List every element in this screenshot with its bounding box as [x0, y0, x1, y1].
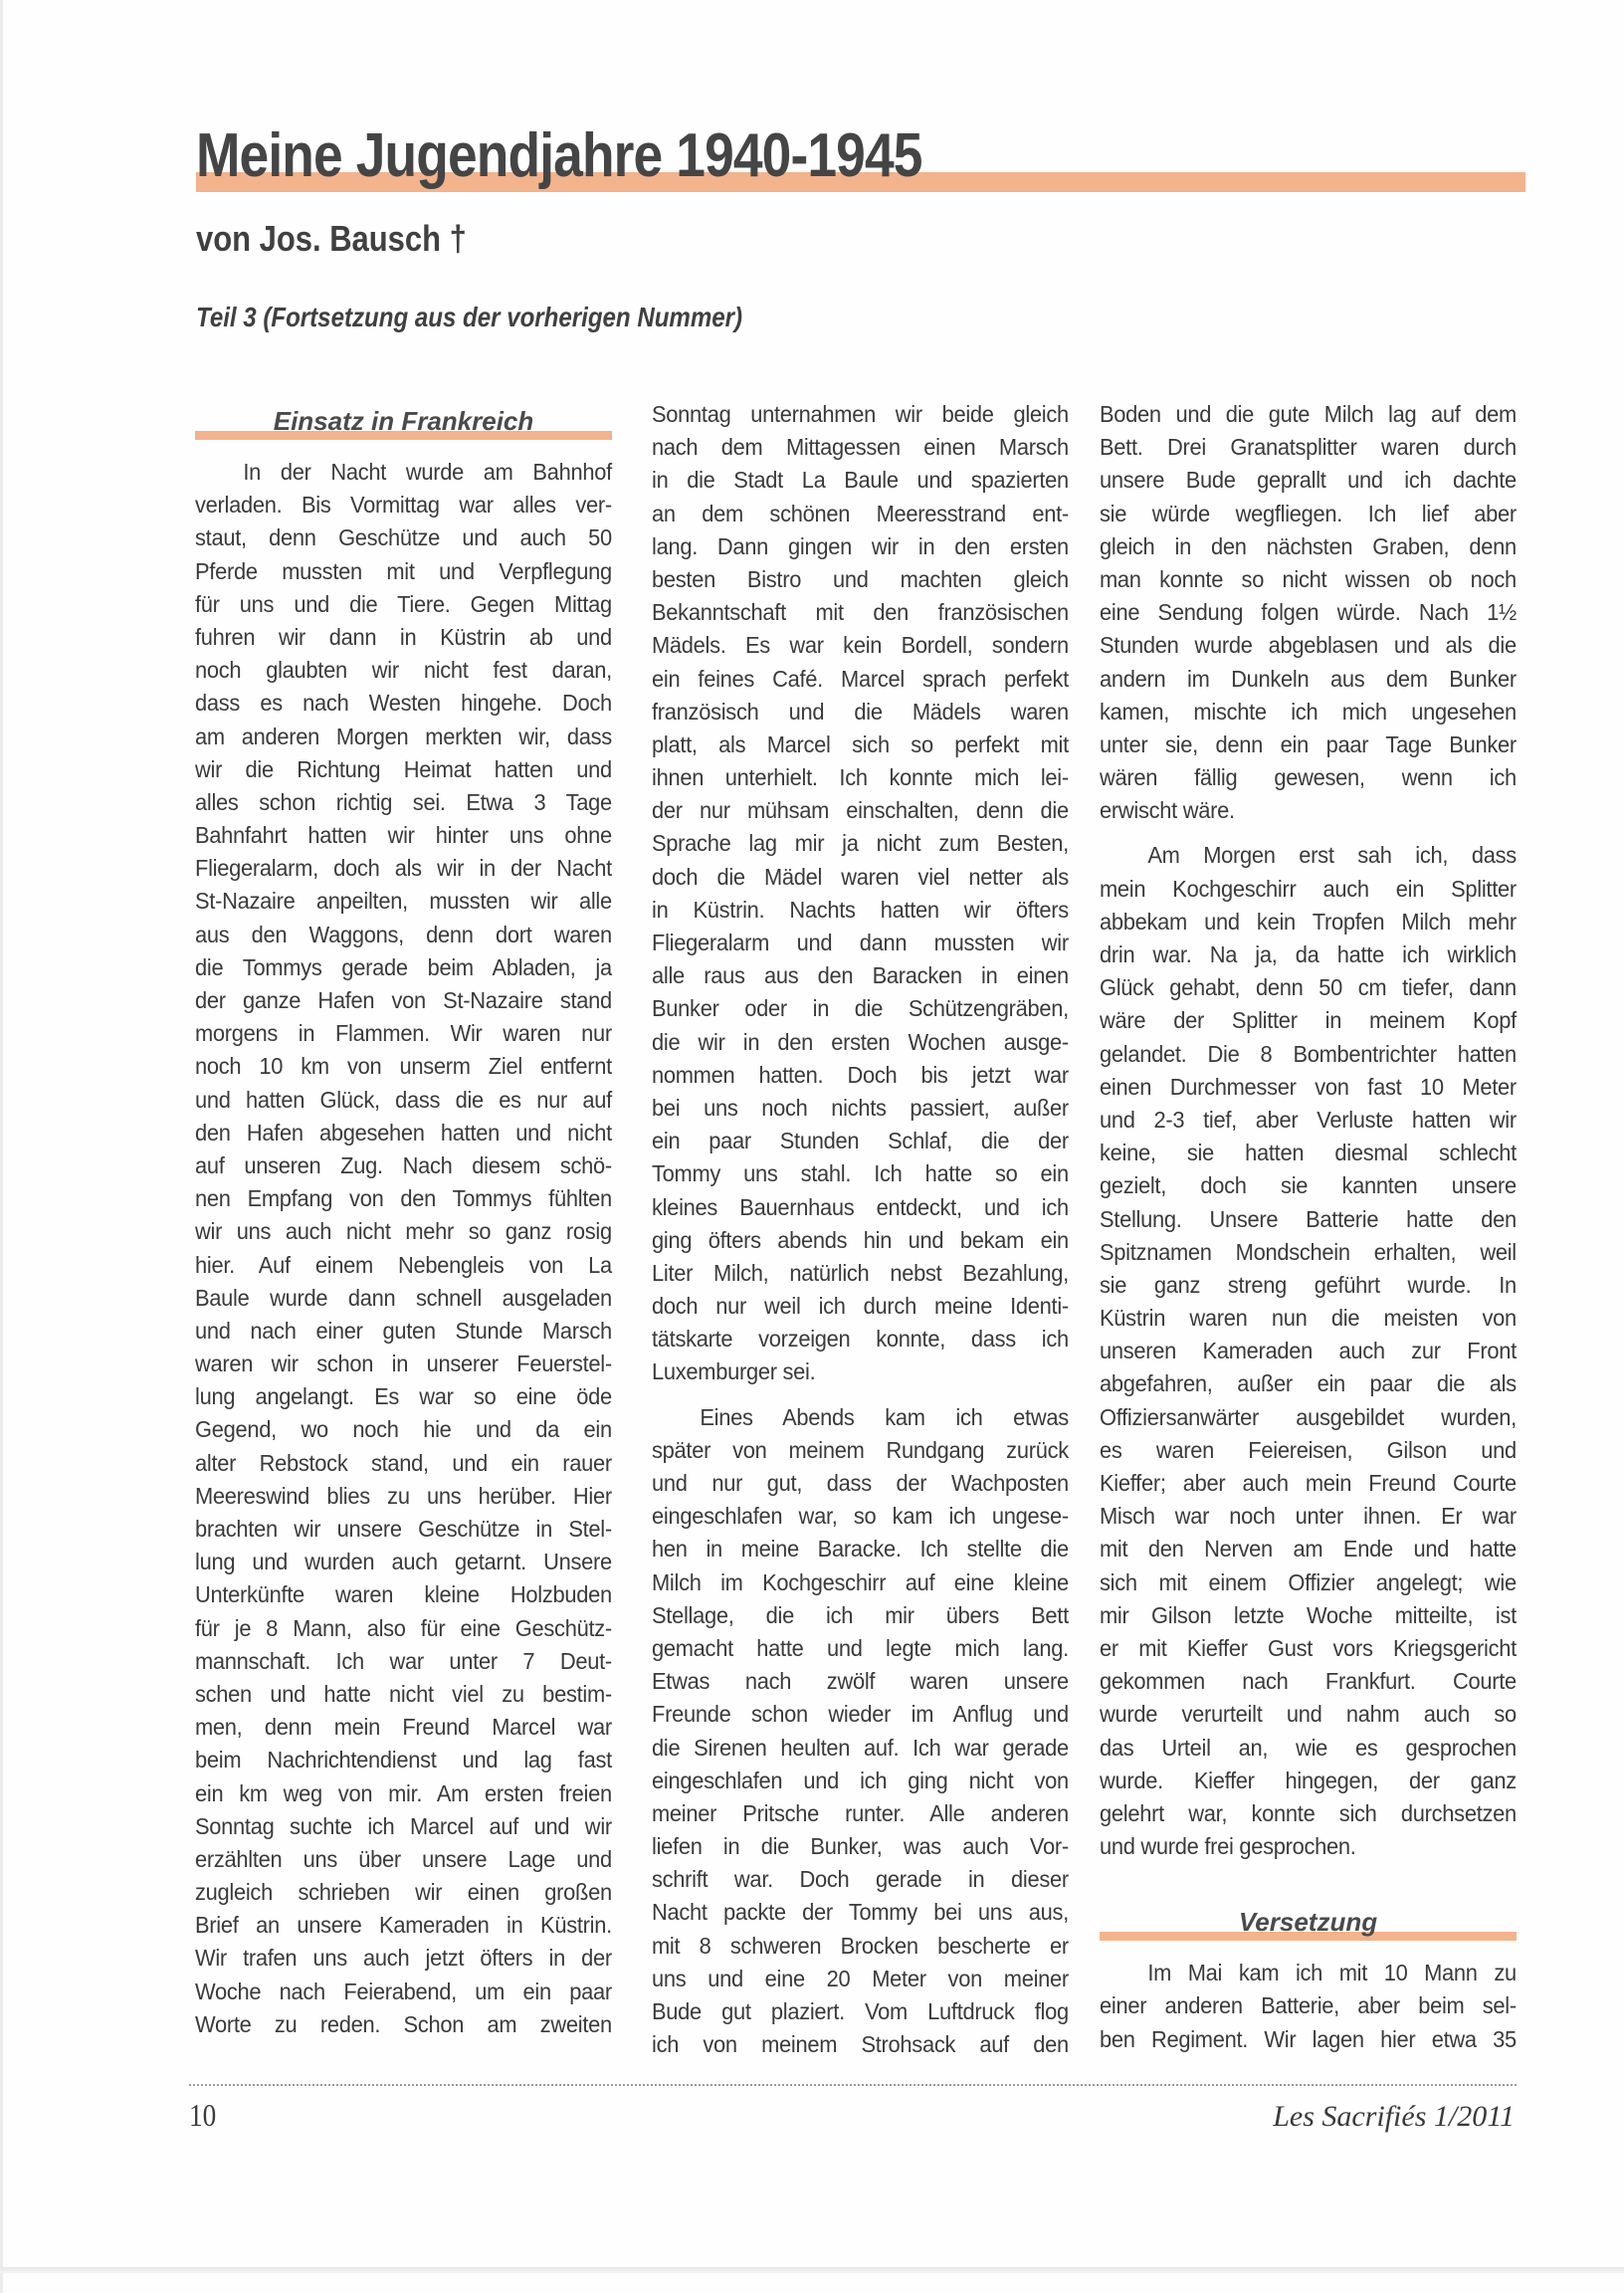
text-line: Boden und die gute Milch lag auf dem — [1100, 401, 1517, 427]
article-subtitle: Teil 3 (Fortsetzung aus der vorherigen Nummer) — [196, 302, 743, 332]
text-line: und 2-3 tief, aber Verluste hatten wir — [1100, 1106, 1517, 1133]
text-line: Wir trafen uns auch jetzt öfters in der — [195, 1945, 612, 1972]
text-line: wurde. Kieffer hingegen, der ganz — [1100, 1767, 1517, 1793]
text-line: abbekam und kein Tropfen Milch mehr — [1100, 908, 1517, 935]
text-line: men, denn mein Freund Marcel war — [195, 1714, 612, 1741]
text-line: Gegend, wo noch hie und da ein — [195, 1416, 612, 1443]
footer-divider — [189, 2084, 1517, 2086]
text-line: zugleich schrieben wir einen großen — [195, 1879, 612, 1906]
text-line: Am Morgen erst sah ich, dass — [1147, 842, 1517, 869]
paragraph-gap — [1100, 827, 1517, 839]
text-line: abgefahren, außer ein paar die als — [1100, 1370, 1517, 1397]
text-line: kamen, mischte ich mich ungesehen — [1100, 698, 1517, 725]
text-line: morgens in Flammen. Wir waren nur — [195, 1020, 612, 1047]
text-line: eine Sendung folgen würde. Nach 1½ — [1100, 599, 1517, 626]
section-heading-versetzung — [1100, 1899, 1517, 1945]
text-line: Baule wurde dann schnell ausgeladen — [195, 1284, 612, 1311]
text-line: Sonntag suchte ich Marcel auf und wir — [195, 1812, 612, 1839]
text-line: die wir in den ersten Wochen ausge- — [652, 1028, 1069, 1055]
text-line: und hatten Glück, dass die es nur auf — [195, 1086, 612, 1113]
text-line: die Sirenen heulten auf. Ich war gerade — [652, 1734, 1069, 1761]
text-line: er mit Kieffer Gust vors Kriegsgericht — [1100, 1634, 1517, 1661]
text-line: Stunden wurde abgeblasen und als die — [1100, 632, 1517, 659]
text-line: brachten wir unsere Geschütze in Stel- — [195, 1516, 612, 1542]
text-line: gleich in den nächsten Graben, denn — [1100, 532, 1517, 559]
text-line: schen und hatte nicht viel zu bestim- — [195, 1680, 612, 1707]
text-line: wir die Richtung Heimat hatten und — [195, 755, 612, 782]
text-line: für uns und die Tiere. Gegen Mittag — [195, 590, 612, 617]
section-heading-label: Versetzung — [1238, 1907, 1378, 1938]
text-line: in Küstrin. Nachts hatten wir öfters — [652, 896, 1069, 923]
paragraph — [1100, 398, 1517, 827]
text-line: alter Rebstock stand, und ein rauer — [195, 1449, 612, 1476]
text-line: kleines Bauernhaus entdeckt, und ich — [652, 1193, 1069, 1220]
text-line: Luxemburger sei. — [652, 1358, 816, 1385]
text-line: und nach einer guten Stunde Marsch — [195, 1317, 612, 1344]
text-line: Unterkünfte waren kleine Holzbuden — [195, 1581, 612, 1608]
text-line: Freunde schon wieder im Anflug und — [652, 1701, 1069, 1728]
text-line: mit den Nerven am Ende und hatte — [1100, 1536, 1517, 1563]
text-line: In der Nacht wurde am Bahnhof — [243, 459, 612, 485]
text-line: wurde verurteilt und nahm auch so — [1100, 1701, 1517, 1728]
text-line: verladen. Bis Vormittag war alles ver- — [195, 492, 612, 519]
text-line: Glück gehabt, denn 50 cm tiefer, dann — [1100, 974, 1517, 1001]
paragraph — [1100, 1957, 1517, 2056]
text-line: eingeschlafen war, so kam ich ungese- — [652, 1503, 1069, 1530]
text-line: wir uns auch nicht mehr so ganz rosig — [195, 1218, 612, 1245]
text-line: tätskarte vorzeigen konnte, dass ich — [652, 1326, 1069, 1353]
scan-left-edge — [0, 0, 3, 2293]
text-line: noch glaubten wir nicht fest daran, — [195, 657, 612, 684]
text-line: gelehrt war, konnte sich durchsetzen — [1100, 1799, 1517, 1826]
text-line: und wurde frei gesprochen. — [1100, 1833, 1356, 1860]
text-line: Mädels. Es war kein Bordell, sondern — [652, 632, 1069, 659]
text-line: am anderen Morgen merkten wir, dass — [195, 723, 612, 749]
text-line: noch 10 km von unserm Ziel entfernt — [195, 1053, 612, 1080]
text-line: fuhren wir dann in Küstrin ab und — [195, 623, 612, 650]
text-line: Kieffer; aber auch mein Freund Courte — [1100, 1470, 1517, 1496]
text-line: mannschaft. Ich war unter 7 Deut- — [195, 1647, 612, 1674]
text-line: mit 8 schweren Brocken bescherte er — [652, 1932, 1069, 1959]
text-line: es waren Feiereisen, Gilson und — [1100, 1436, 1517, 1463]
text-line: ein feines Café. Marcel sprach perfekt — [652, 665, 1069, 692]
text-line: und nur gut, dass der Wachposten — [652, 1470, 1069, 1496]
paragraph — [652, 1401, 1069, 2062]
text-line: uns und eine 20 Meter von meiner — [652, 1965, 1069, 1991]
text-line: man konnte so nicht wissen ob noch — [1100, 565, 1517, 592]
text-line: mir Gilson letzte Woche mitteilte, ist — [1100, 1601, 1517, 1628]
text-line: Spitznamen Mondschein erhalten, weil — [1100, 1238, 1517, 1265]
text-line: der nur mühsam einschalten, denn die — [652, 797, 1069, 824]
text-line: gezielt, doch sie kannten unsere — [1100, 1172, 1517, 1199]
text-line: Bunker oder in die Schützengräben, — [652, 995, 1069, 1022]
text-line: die Tommys gerade beim Abladen, ja — [195, 953, 612, 980]
text-line: Sprache lag mir ja nicht zum Besten, — [652, 830, 1069, 857]
text-line: Küstrin waren nun die meisten von — [1100, 1305, 1517, 1332]
text-column-2 — [652, 398, 1069, 2061]
text-line: keine, sie hatten diesmal schlecht — [1100, 1140, 1517, 1166]
text-line: Liter Milch, natürlich nebst Bezahlung, — [652, 1259, 1069, 1286]
journal-issue: Les Sacrifiés 1/2011 — [1273, 2100, 1515, 2133]
section-gap — [1100, 1863, 1517, 1899]
text-line: doch die Mädel waren viel netter als — [652, 863, 1069, 890]
text-line: Worte zu reden. Schon am zweiten — [195, 2010, 612, 2037]
text-line: wären fällig gewesen, wenn ich — [1100, 764, 1517, 791]
text-line: Milch im Kochgeschirr auf eine kleine — [652, 1568, 1069, 1595]
text-column-1 — [195, 398, 612, 2041]
text-line: alle raus aus den Baracken in einen — [652, 962, 1069, 989]
text-line: Fliegeralarm, doch als wir in der Nacht — [195, 855, 612, 882]
text-line: andern im Dunkeln aus dem Bunker — [1100, 665, 1517, 692]
text-line: ihnen unterhielt. Ich konnte mich lei- — [652, 764, 1069, 791]
text-line: Bude gut plaziert. Vom Luftdruck flog — [652, 1998, 1069, 2024]
article-title: Meine Jugendjahre 1940-1945 — [196, 121, 922, 190]
text-line: Sonntag unternahmen wir beide gleich — [652, 401, 1069, 427]
text-line: französisch und die Mädels waren — [652, 698, 1069, 725]
text-line: hier. Auf einem Nebengleis von La — [195, 1251, 612, 1278]
text-line: Pferde mussten mit und Verpflegung — [195, 557, 612, 584]
text-line: eingeschlafen und ich ging nicht von — [652, 1767, 1069, 1793]
text-line: erzählten uns über unsere Lage und — [195, 1845, 612, 1872]
text-line: lung angelangt. Es war so eine öde — [195, 1383, 612, 1410]
text-line: ben Regiment. Wir lagen hier etwa 35 — [1100, 2025, 1517, 2052]
text-line: alles schon richtig sei. Etwa 3 Tage — [195, 788, 612, 815]
text-line: nen Empfang von den Tommys fühlten — [195, 1185, 612, 1212]
text-line: Eines Abends kam ich etwas — [700, 1403, 1069, 1430]
text-line: nommen hatten. Doch bis jetzt war — [652, 1061, 1069, 1088]
text-line: drin war. Na ja, da hatte ich wirklich — [1100, 941, 1517, 967]
section-heading-einsatz — [195, 398, 612, 444]
text-line: Bekanntschaft mit den französischen — [652, 599, 1069, 626]
text-line: ein km weg von mir. Am ersten freien — [195, 1779, 612, 1806]
text-line: Offiziersanwärter ausgebildet wurden, — [1100, 1403, 1517, 1430]
text-line: der ganze Hafen von St-Nazaire stand — [195, 987, 612, 1013]
text-line: St-Nazaire anpeilten, mussten wir alle — [195, 888, 612, 915]
text-line: beim Nachrichtendienst und lag fast — [195, 1747, 612, 1773]
text-line: meiner Pritsche runter. Alle anderen — [652, 1799, 1069, 1826]
text-line: mein Kochgeschirr auch ein Splitter — [1100, 875, 1517, 902]
text-line: besten Bistro und machten gleich — [652, 565, 1069, 592]
text-line: waren wir schon in unserer Feuerstel- — [195, 1351, 612, 1377]
paragraph — [195, 456, 612, 2041]
section-heading-label: Einsatz in Frankreich — [273, 406, 534, 436]
text-line: Bett. Drei Granatsplitter waren durch — [1100, 434, 1517, 461]
text-line: wäre der Splitter in meinem Kopf — [1100, 1007, 1517, 1034]
text-line: dass es nach Westen hingehe. Doch — [195, 690, 612, 717]
text-line: unsere Bude geprallt und ich dachte — [1100, 467, 1517, 494]
text-line: sich mit einem Offizier angelegt; wie — [1100, 1568, 1517, 1595]
text-line: Tommy uns stahl. Ich hatte so ein — [652, 1160, 1069, 1187]
scan-bottom-edge — [0, 2267, 1624, 2273]
text-line: ging öfters abends hin und bekam ein — [652, 1226, 1069, 1253]
paragraph-gap — [652, 1389, 1069, 1401]
text-line: an dem schönen Meeresstrand ent- — [652, 500, 1069, 526]
text-line: in die Stadt La Baule und spazierten — [652, 467, 1069, 494]
text-line: ich von meinem Strohsack auf den — [652, 2031, 1069, 2058]
text-line: Meereswind blies zu uns herüber. Hier — [195, 1482, 612, 1509]
text-line: Bahnfahrt hatten wir hinter uns ohne — [195, 822, 612, 849]
text-line: staut, denn Geschütze und auch 50 — [195, 524, 612, 551]
text-line: lung und wurden auch getarnt. Unsere — [195, 1549, 612, 1575]
text-line: auf unseren Zug. Nach diesem schö- — [195, 1151, 612, 1178]
text-line: Stellung. Unsere Batterie hatte den — [1100, 1205, 1517, 1232]
text-line: Stellage, die ich mir übers Bett — [652, 1601, 1069, 1628]
text-line: ein paar Stunden Schlaf, die der — [652, 1128, 1069, 1154]
text-line: später von meinem Rundgang zurück — [652, 1436, 1069, 1463]
text-line: schrift war. Doch gerade in dieser — [652, 1866, 1069, 1893]
text-line: gemacht hatte und legte mich lang. — [652, 1634, 1069, 1661]
text-line: sie würde wegfliegen. Ich lief aber — [1100, 500, 1517, 526]
text-line: sie ganz streng geführt wurde. In — [1100, 1271, 1517, 1298]
text-line: das Urteil an, wie es gesprochen — [1100, 1734, 1517, 1761]
text-line: einer anderen Batterie, aber beim sel- — [1100, 1992, 1517, 2019]
text-line: den Hafen abgesehen hatten und nicht — [195, 1119, 612, 1146]
text-line: Brief an unsere Kameraden in Küstrin. — [195, 1912, 612, 1939]
article-author: von Jos. Bausch † — [196, 218, 467, 259]
paragraph — [652, 398, 1069, 1389]
text-line: Woche nach Feierabend, um ein paar — [195, 1978, 612, 2004]
text-line: liefen in die Bunker, was auch Vor- — [652, 1833, 1069, 1860]
text-line: lang. Dann gingen wir in den ersten — [652, 532, 1069, 559]
text-line: Nacht packte der Tommy bei uns aus, — [652, 1899, 1069, 1926]
text-line: Etwas nach zwölf waren unsere — [652, 1668, 1069, 1695]
text-line: bei uns noch nichts passiert, außer — [652, 1094, 1069, 1121]
text-line: nach dem Mittagessen einen Marsch — [652, 434, 1069, 461]
text-line: platt, als Marcel sich so perfekt mit — [652, 730, 1069, 757]
page-number: 10 — [189, 2097, 217, 2133]
text-line: Misch war noch unter ihnen. Er war — [1100, 1503, 1517, 1530]
text-line: einen Durchmesser von fast 10 Meter — [1100, 1073, 1517, 1100]
text-line: Im Mai kam ich mit 10 Mann zu — [1147, 1960, 1517, 1986]
text-line: unter sie, denn ein paar Tage Bunker — [1100, 730, 1517, 757]
text-line: unseren Kameraden auch zur Front — [1100, 1338, 1517, 1364]
text-line: aus den Waggons, denn dort waren — [195, 921, 612, 947]
text-line: doch nur weil ich durch meine Identi- — [652, 1293, 1069, 1320]
text-line: für je 8 Mann, also für eine Geschütz- — [195, 1614, 612, 1641]
text-line: Fliegeralarm und dann mussten wir — [652, 930, 1069, 955]
text-line: gekommen nach Frankfurt. Courte — [1100, 1668, 1517, 1695]
text-line: erwischt wäre. — [1100, 797, 1235, 824]
text-column-3 — [1100, 398, 1517, 2056]
text-line: gelandet. Die 8 Bombentrichter hatten — [1100, 1040, 1517, 1067]
text-line: hen in meine Baracke. Ich stellte die — [652, 1536, 1069, 1563]
paragraph — [1100, 839, 1517, 1863]
